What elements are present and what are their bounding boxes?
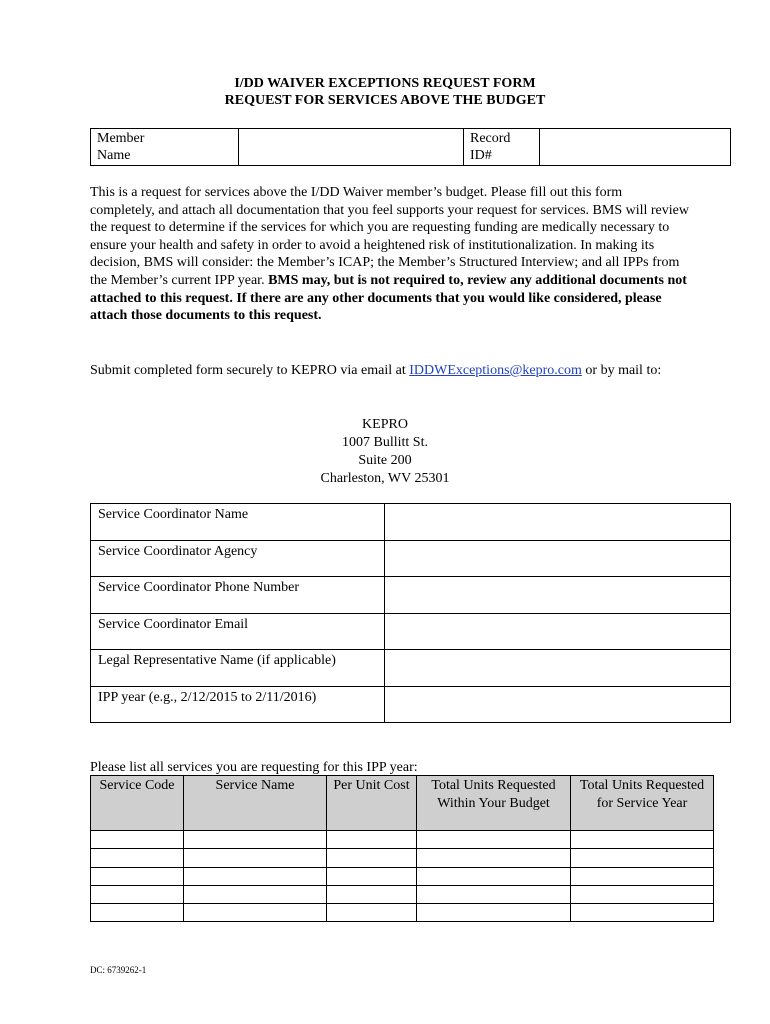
coordinator-agency-label: Service Coordinator Agency	[91, 540, 385, 577]
member-name-field[interactable]	[239, 129, 464, 166]
table-cell[interactable]	[327, 831, 417, 849]
record-id-label: Record ID#	[464, 129, 540, 166]
address-line4: Charleston, WV 25301	[320, 471, 450, 486]
address-line2: 1007 Bullitt St.	[342, 435, 428, 450]
services-list-intro: Please list all services you are requesting for this IPP year:	[90, 760, 418, 775]
col-service-code: Service Code	[91, 776, 184, 831]
table-cell[interactable]	[571, 849, 714, 867]
table-cell[interactable]	[417, 831, 571, 849]
coordinator-phone-field[interactable]	[385, 577, 731, 614]
table-cell[interactable]	[571, 867, 714, 885]
form-title-line2: REQUEST FOR SERVICES ABOVE THE BUDGET	[224, 93, 546, 108]
table-cell[interactable]	[184, 831, 327, 849]
coordinator-phone-label: Service Coordinator Phone Number	[91, 577, 385, 614]
instructions-paragraph	[90, 184, 690, 325]
table-cell[interactable]	[417, 867, 571, 885]
table-row	[91, 885, 714, 903]
col-service-name: Service Name	[184, 776, 327, 831]
table-cell[interactable]	[327, 849, 417, 867]
coordinator-table	[90, 503, 731, 723]
table-row	[91, 904, 714, 922]
address-line3: Suite 200	[358, 453, 412, 468]
coordinator-agency-field[interactable]	[385, 540, 731, 577]
table-cell[interactable]	[184, 904, 327, 922]
table-cell[interactable]	[184, 885, 327, 903]
instructions-text: This is a request for services above the I/DD Waiver member’s budget. Please fill out this form completely, and attach all documentation that you feel supports your request for services. BMS will review the request to determine if the services for which you are requesting funding are medically necessary to ensure your health and safety in order to avoid a heightened risk of institutionalization. In making its decision, BMS will consider: the Member’s ICAP; the Member’s Structured Interview; and all IPPs from the Member’s current IPP year.	[90, 185, 689, 288]
coordinator-email-field[interactable]	[385, 613, 731, 650]
table-cell[interactable]	[91, 831, 184, 849]
submit-text: Submit completed form securely to KEPRO via email at	[90, 363, 410, 378]
coordinator-name-field[interactable]	[385, 504, 731, 541]
table-cell[interactable]	[91, 849, 184, 867]
email-link[interactable]: IDDWExceptions@kepro.com	[409, 363, 582, 378]
table-cell[interactable]	[571, 885, 714, 903]
col-units-service-year: Total Units Requested for Service Year	[571, 776, 714, 831]
submit-text-after: or by mail to:	[581, 363, 662, 378]
member-info-table	[90, 128, 731, 166]
form-title	[0, 75, 770, 109]
table-row	[91, 831, 714, 849]
col-per-unit-cost: Per Unit Cost	[327, 776, 417, 831]
coordinator-name-label: Service Coordinator Name	[91, 504, 385, 541]
table-cell[interactable]	[91, 867, 184, 885]
coordinator-email-label: Service Coordinator Email	[91, 613, 385, 650]
submit-instructions	[90, 362, 690, 380]
table-row	[91, 849, 714, 867]
table-cell[interactable]	[91, 904, 184, 922]
ipp-year-label: IPP year (e.g., 2/12/2015 to 2/11/2016)	[91, 686, 385, 723]
document-id: DC: 6739262-1	[90, 965, 147, 975]
mailing-address	[0, 416, 770, 488]
table-cell[interactable]	[571, 904, 714, 922]
table-cell[interactable]	[184, 849, 327, 867]
form-title-line1: I/DD WAIVER EXCEPTIONS REQUEST FORM	[234, 76, 536, 91]
table-cell[interactable]	[327, 904, 417, 922]
table-cell[interactable]	[91, 885, 184, 903]
record-id-field[interactable]	[540, 129, 731, 166]
table-cell[interactable]	[327, 867, 417, 885]
instructions-bold-text: BMS may, but is not required to, review any additional documents not attached to this request. If there are any other documents that you would like considered, please attach those documents to this request.	[90, 272, 687, 324]
table-cell[interactable]	[571, 831, 714, 849]
table-cell[interactable]	[417, 904, 571, 922]
ipp-year-field[interactable]	[385, 686, 731, 723]
col-units-within-budget: Total Units Requested Within Your Budget	[417, 776, 571, 831]
legal-representative-field[interactable]	[385, 650, 731, 687]
table-cell[interactable]	[417, 885, 571, 903]
table-cell[interactable]	[327, 885, 417, 903]
member-name-label: Member Name	[91, 129, 239, 166]
table-cell[interactable]	[184, 867, 327, 885]
address-line1: KEPRO	[362, 417, 408, 432]
legal-representative-label: Legal Representative Name (if applicable)	[91, 650, 385, 687]
table-cell[interactable]	[417, 849, 571, 867]
services-table	[90, 775, 714, 922]
table-row	[91, 867, 714, 885]
